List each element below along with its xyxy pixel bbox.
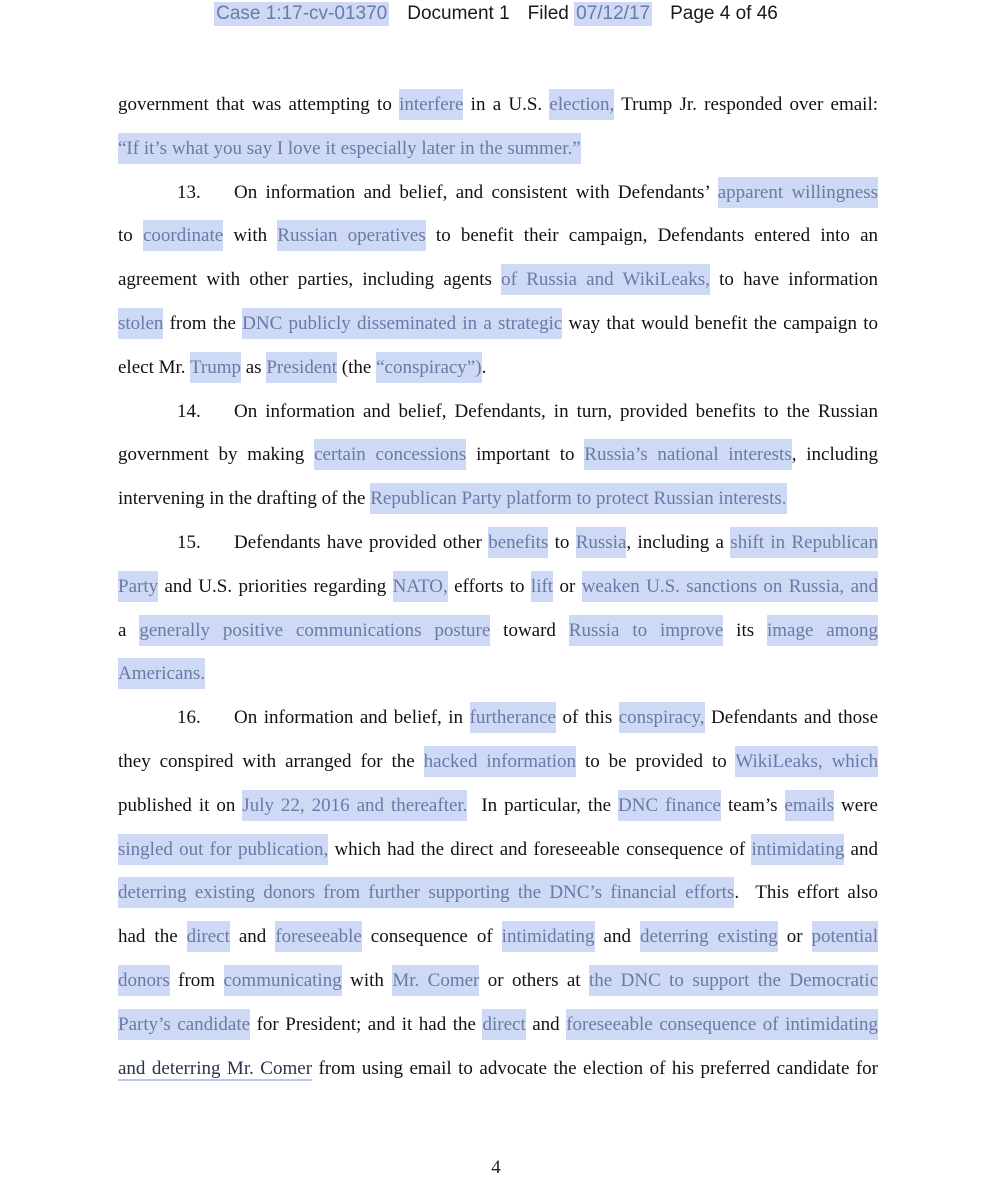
body-text: or [553, 575, 582, 597]
body-text: which had the direct and foreseeable consequence of [328, 838, 752, 860]
body-text: with [223, 225, 278, 247]
body-text: from using email to advocate the election of his preferred candidate for [312, 1057, 878, 1079]
highlighted-text: stolen [118, 308, 163, 339]
body-text: consequence of [361, 926, 502, 948]
body-text: its [723, 619, 767, 641]
body-text: , including [791, 444, 879, 466]
body-text: Trump Jr. responded over email: [614, 94, 879, 115]
body-text: from the [163, 312, 243, 334]
body-text: elect Mr. [118, 356, 190, 378]
filed-label: Filed [527, 3, 569, 24]
text-line [118, 696, 878, 740]
text-line [118, 433, 878, 477]
text-line [118, 258, 878, 302]
highlighted-text: Russia’s national interests [584, 439, 791, 470]
ecf-header [0, 2, 992, 26]
page-indicator: Page 4 of 46 [670, 3, 778, 24]
highlighted-text: foreseeable consequence of intimidating [566, 1009, 878, 1040]
text-line [118, 959, 878, 1003]
highlighted-text: shift in Republican [730, 527, 878, 558]
highlighted-text: image among [767, 615, 878, 646]
body-text: On information and belief, Defendants, in turn, provided benefits to the Russian [234, 400, 878, 422]
body-text: way that would benefit the campaign to [562, 312, 878, 334]
body-text: government by making [118, 444, 315, 466]
body-text: agreement with other parties, including agents [118, 269, 502, 291]
highlighted-text: hacked information [424, 746, 576, 777]
highlighted-text: Russia to improve [569, 615, 724, 646]
highlighted-text: DNC publicly disseminated in a strategic [242, 308, 562, 339]
highlighted-text: conspiracy, [619, 702, 705, 733]
highlighted-text: emails [785, 790, 835, 821]
highlighted-text: Russia [576, 527, 627, 558]
text-line [118, 871, 878, 915]
highlighted-text: interfere [399, 89, 463, 120]
highlighted-text: apparent willingness [718, 177, 878, 208]
text-line [118, 477, 878, 521]
body-text: important to [466, 444, 585, 466]
highlighted-text: “conspiracy”) [376, 352, 482, 383]
highlighted-text: direct [187, 921, 230, 952]
highlighted-text: Party’s candidate [118, 1009, 250, 1040]
body-text: toward [490, 619, 569, 641]
text-line [118, 565, 878, 609]
body-text: efforts to [447, 575, 531, 597]
body-text: were [834, 794, 878, 816]
highlighted-text: foreseeable [275, 921, 362, 952]
body-text: Defendants and those [704, 707, 879, 729]
body-text: and [594, 926, 640, 948]
body-text: or [777, 926, 812, 948]
highlighted-text: Americans. [118, 658, 205, 689]
document-number: Document 1 [407, 3, 510, 24]
body-text: in a U.S. [463, 94, 550, 115]
highlighted-text: donors [118, 965, 170, 996]
highlighted-text: coordinate [143, 220, 223, 251]
body-text: On information and belief, and consistent with Defendants’ [234, 181, 718, 203]
highlighted-text: July 22, 2016 and thereafter. [242, 790, 467, 821]
body-text: for President; and it had the [250, 1013, 483, 1035]
paragraph-number: 14. [177, 400, 201, 422]
underlined-text: and deterring Mr. Comer [118, 1057, 313, 1079]
body-text: , including a [626, 531, 731, 553]
body-text: published it on [118, 794, 243, 816]
highlighted-text: intimidating [751, 834, 844, 865]
body-text: and [229, 926, 276, 948]
paragraph-number: 15. [177, 531, 201, 553]
highlighted-text: direct [482, 1009, 525, 1040]
body-text: and [844, 838, 878, 860]
text-line [118, 1047, 878, 1091]
page-number: 4 [491, 1157, 501, 1178]
text-line [118, 171, 878, 215]
text-line [118, 214, 878, 258]
body-text: a [118, 619, 140, 641]
highlighted-text: NATO, [393, 571, 448, 602]
highlighted-text: deterring existing [640, 921, 778, 952]
text-line [118, 83, 878, 127]
case-number: Case 1:17-cv-01370 [216, 3, 388, 24]
text-line [118, 915, 878, 959]
body-text: with [341, 969, 393, 991]
highlighted-text: deterring existing donors from further supporting the DNC’s financial efforts [118, 877, 734, 908]
body-text: or others at [479, 969, 589, 991]
body-text: . This effort also [734, 882, 878, 904]
body-text: as [240, 356, 267, 378]
highlighted-text: President [266, 352, 337, 383]
highlighted-text: generally positive communications posture [139, 615, 490, 646]
body-text: (the [337, 356, 377, 378]
text-line [118, 346, 878, 390]
document-body [118, 83, 878, 1090]
text-line [118, 390, 878, 434]
body-text: to [118, 225, 143, 247]
highlighted-text: furtherance [470, 702, 557, 733]
text-line [118, 784, 878, 828]
text-line [118, 127, 878, 171]
body-text: In particular, the [467, 794, 619, 816]
highlighted-text: of Russia and WikiLeaks, [501, 264, 710, 295]
body-text: and U.S. priorities regarding [158, 575, 393, 597]
filed-date: 07/12/17 [576, 3, 651, 24]
highlighted-text: Mr. Comer [392, 965, 479, 996]
body-text: of this [556, 707, 619, 729]
text-line [118, 521, 878, 565]
body-text: from [169, 969, 224, 991]
highlighted-text: singled out for publication, [118, 834, 328, 865]
highlighted-text: certain concessions [314, 439, 466, 470]
body-text: to benefit their campaign, Defendants entered into an [425, 225, 879, 247]
text-line [118, 828, 878, 872]
body-text: team’s [721, 794, 785, 816]
highlighted-text: potential [812, 921, 878, 952]
text-line [118, 1003, 878, 1047]
highlighted-text: election, [549, 89, 614, 120]
body-text: intervening in the drafting of the [118, 488, 371, 510]
paragraph-number: 16. [177, 707, 201, 729]
highlighted-text: DNC finance [618, 790, 721, 821]
highlighted-text: Republican Party platform to protect Russian interests. [370, 483, 786, 514]
body-text: government that was attempting to [118, 94, 400, 115]
highlighted-text: the DNC to support the Democratic [589, 965, 878, 996]
body-text: and [525, 1013, 567, 1035]
body-text: Defendants have provided other [234, 531, 489, 553]
highlighted-text: intimidating [502, 921, 595, 952]
highlighted-text: WikiLeaks, which [735, 746, 878, 777]
highlighted-text: benefits [488, 527, 548, 558]
body-text: . [481, 356, 487, 378]
text-line [118, 740, 878, 784]
paragraph-number: 13. [177, 181, 201, 203]
highlighted-text: Russian operatives [277, 220, 425, 251]
highlighted-text: lift [531, 571, 553, 602]
body-text: had the [118, 926, 187, 948]
text-line [118, 302, 878, 346]
body-text: to be provided to [576, 750, 736, 772]
highlighted-text: weaken U.S. sanctions on Russia, and [582, 571, 878, 602]
highlighted-text: Party [118, 571, 158, 602]
text-line [118, 609, 878, 653]
body-text: to have information [709, 269, 878, 291]
text-line [118, 652, 878, 696]
highlighted-text: Trump [190, 352, 241, 383]
body-text: they conspired with arranged for the [118, 750, 424, 772]
body-text: On information and belief, in [234, 707, 470, 729]
highlighted-text: “If it’s what you say I love it especially later in the summer.” [118, 133, 581, 164]
body-text: to [548, 531, 576, 553]
highlighted-text: communicating [224, 965, 342, 996]
